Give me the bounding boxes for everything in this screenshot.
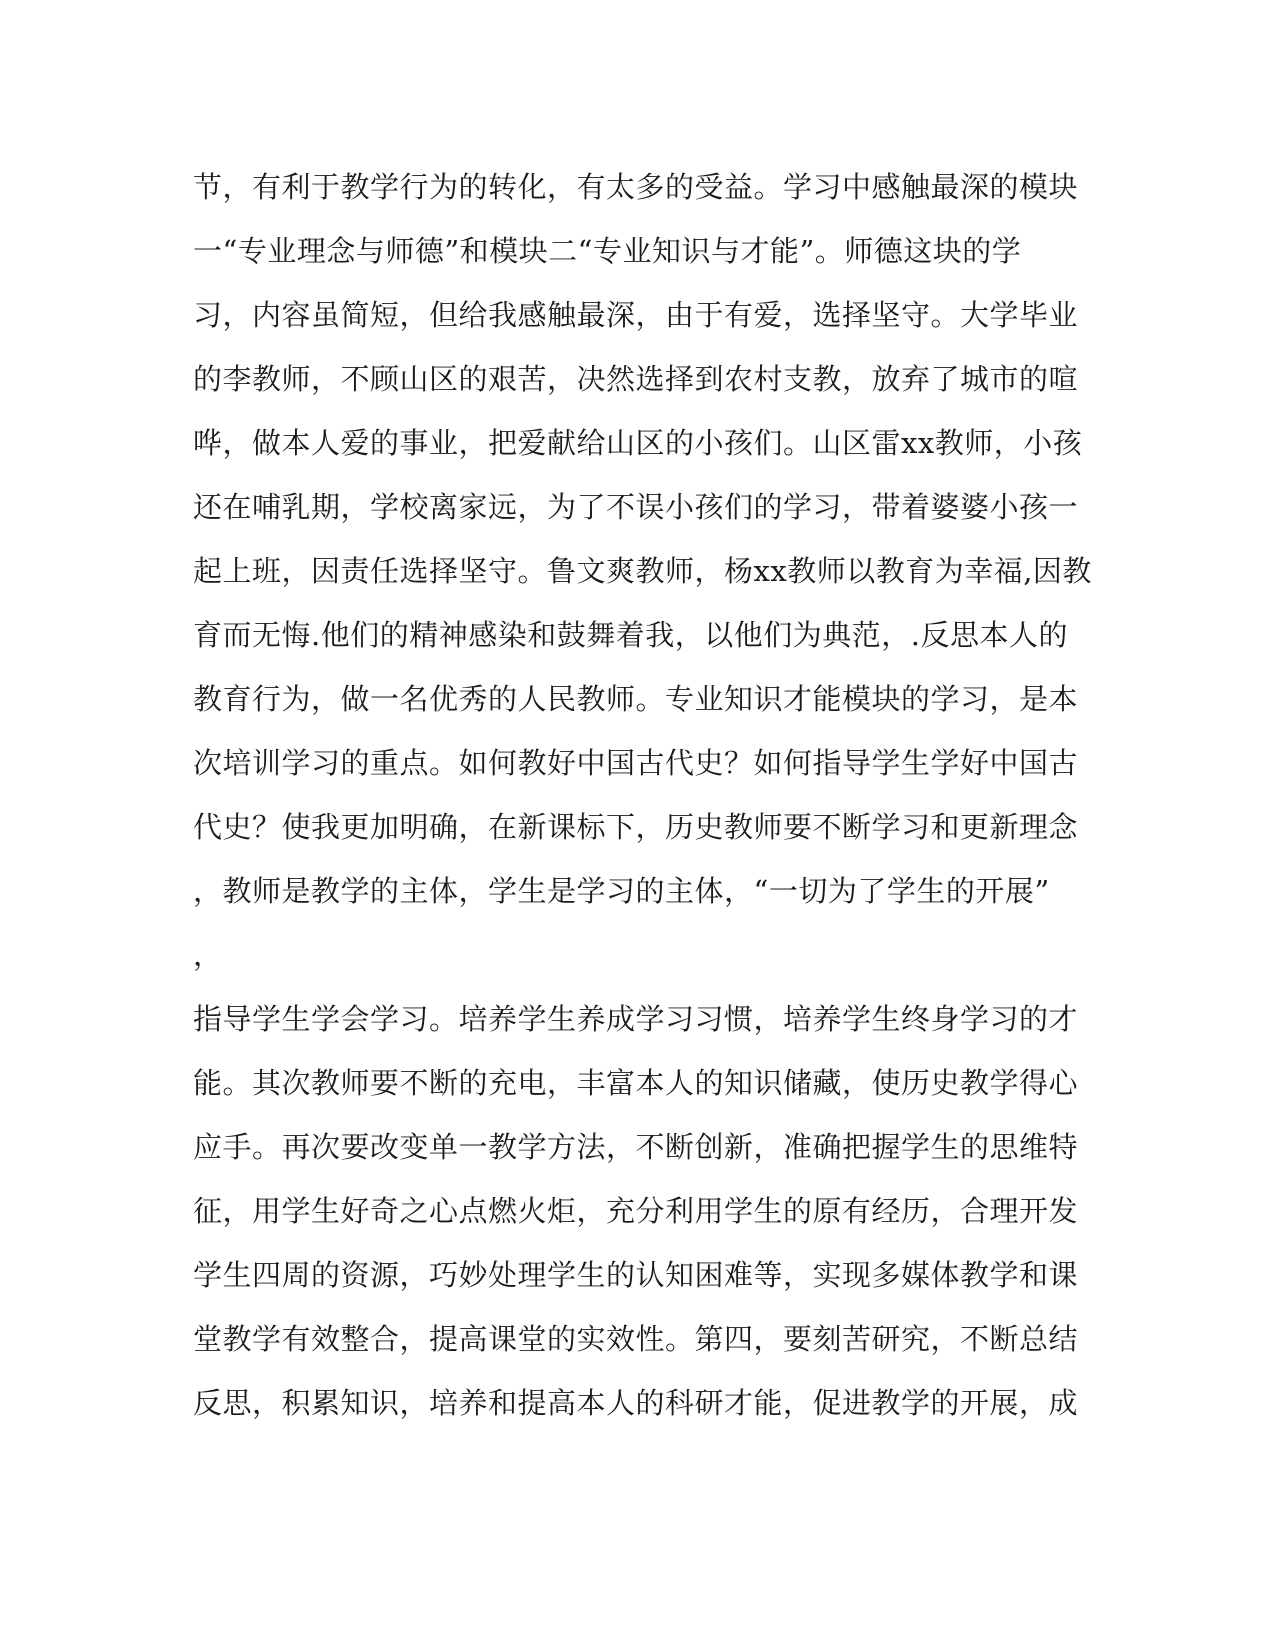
text-line: 一“专业理念与师德”和模块二“专业知识与才能”。师德这块的学 (193, 234, 1022, 268)
text-line: 征，用学生好奇之心点燃火炬，充分利用学生的原有经历，合理开发 (193, 1194, 1079, 1228)
text-line: 代史？使我更加明确，在新课标下，历史教师要不断学习和更新理念 (193, 810, 1079, 844)
text-line: 还在哺乳期，学校离家远，为了不误小孩们的学习，带着婆婆小孩一 (193, 490, 1079, 524)
text-line: 节，有利于教学行为的转化，有太多的受益。学习中感触最深的模块 (193, 170, 1079, 204)
text-line: 习，内容虽简短，但给我感触最深，由于有爱，选择坚守。大学毕业 (193, 298, 1079, 332)
text-line: 育而无悔.他们的精神感染和鼓舞着我，以他们为典范，.反思本人的 (193, 618, 1068, 652)
text-line: 哗，做本人爱的事业，把爱献给山区的小孩们。山区雷xx教师，小孩 (193, 426, 1083, 460)
text-line: ，教师是教学的主体，学生是学习的主体，“一切为了学生的开展” (193, 874, 1050, 908)
text-line: ， (193, 938, 223, 972)
text-line: 堂教学有效整合，提高课堂的实效性。第四，要刻苦研究，不断总结 (193, 1322, 1079, 1356)
text-line: 指导学生学会学习。培养学生养成学习习惯，培养学生终身学习的才 (193, 1002, 1079, 1036)
text-line: 教育行为，做一名优秀的人民教师。专业知识才能模块的学习，是本 (193, 682, 1079, 716)
text-line: 能。其次教师要不断的充电，丰富本人的知识储藏，使历史教学得心 (193, 1066, 1079, 1100)
text-line: 学生四周的资源，巧妙处理学生的认知困难等，实现多媒体教学和课 (193, 1258, 1079, 1292)
text-line: 次培训学习的重点。如何教好中国古代史？如何指导学生学好中国古 (193, 746, 1079, 780)
text-line: 的李教师，不顾山区的艰苦，决然选择到农村支教，放弃了城市的喧 (193, 362, 1079, 396)
text-line: 反思，积累知识，培养和提高本人的科研才能，促进教学的开展，成 (193, 1386, 1079, 1420)
text-line: 起上班，因责任选择坚守。鲁文爽教师，杨xx教师以教育为幸福,因教 (193, 554, 1092, 588)
body-text (193, 155, 1093, 1435)
text-line: 应手。再次要改变单一教学方法，不断创新，准确把握学生的思维特 (193, 1130, 1079, 1164)
